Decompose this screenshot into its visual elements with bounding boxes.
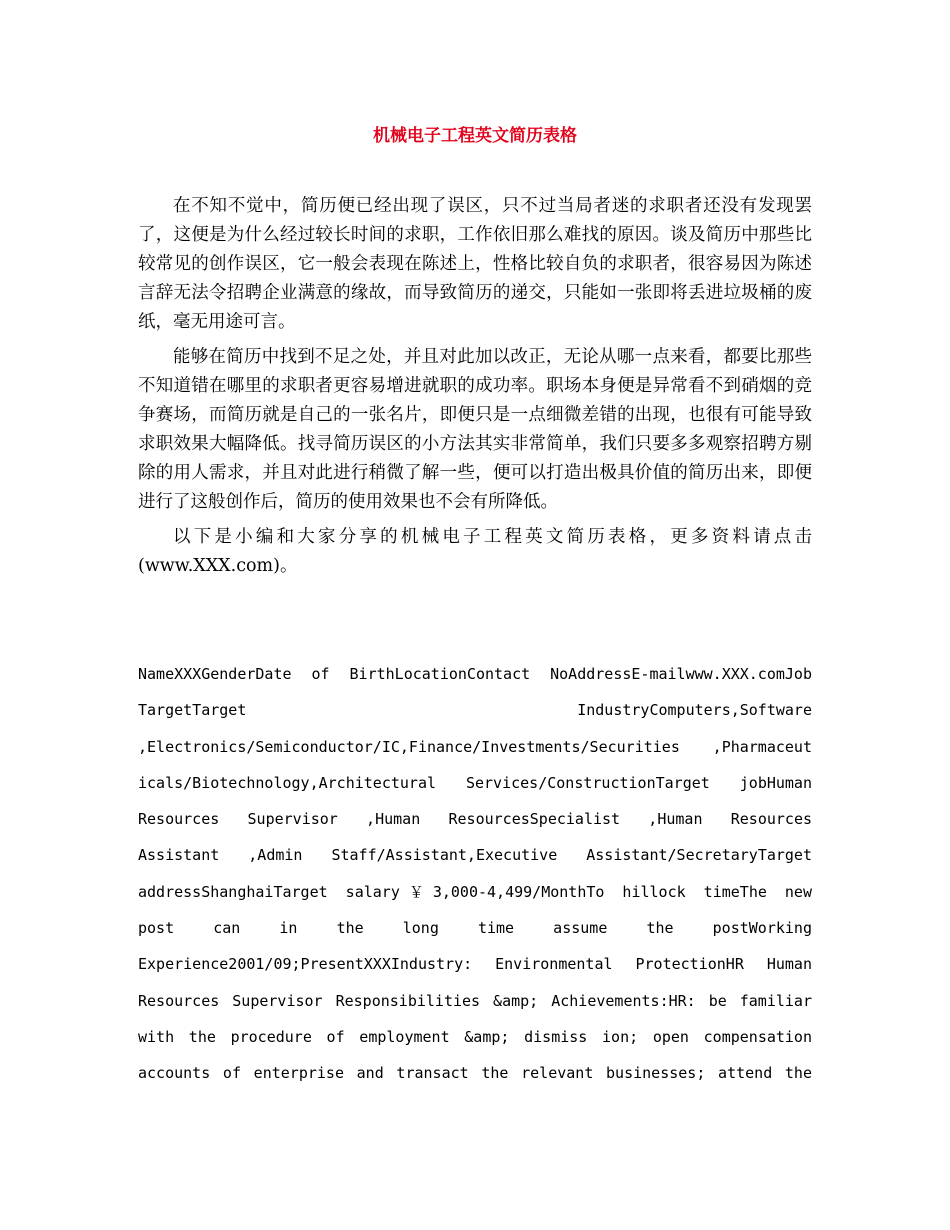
paragraph-3: 以下是小编和大家分享的机械电子工程英文简历表格，更多资料请点击(www.XXX.com)。	[138, 527, 812, 576]
resume-line: ,Electronics/Semiconductor/IC,Finance/Investments/Securities ,Pharmaceut	[138, 737, 812, 756]
paragraph-1: 在不知不觉中，简历便已经出现了误区，只不过当局者迷的求职者还没有发现罢了，这便是为什么经过较长时间的求职，工作依旧那么难找的原因。谈及简历中那些比较常见的创作误区，它一般会表现在陈述上，性格比较自负的求职者，很容易因为陈述言辞无法令招聘企业满意的缘故，而导致简历的递交，只能如一张即将丢进垃圾桶的废纸，毫无用途可言。	[138, 196, 812, 332]
document-title: 机械电子工程英文简历表格	[373, 126, 577, 146]
resume-line: Assistant ,Admin Staff/Assistant,Executive Assistant/SecretaryTarget	[138, 846, 812, 865]
resume-line: accounts of enterprise and transact the relevant businesses; attend the	[138, 1064, 812, 1083]
resume-line: Resources Supervisor ,Human ResourcesSpecialist ,Human Resources	[138, 810, 812, 829]
resume-line: Experience2001/09;PresentXXXIndustry: Environmental ProtectionHR Human	[138, 955, 812, 974]
resume-line: post can in the long time assume the postWorking	[138, 919, 812, 938]
resume-line: NameXXXGenderDate of BirthLocationContact NoAddressE-mailwww.XXX.comJob	[138, 665, 812, 683]
intro-text	[138, 192, 812, 585]
paragraph-2: 能够在简历中找到不足之处，并且对此加以改正，无论从哪一点来看，都要比那些不知道错在哪里的求职者更容易增进就职的成功率。职场本身便是异常看不到硝烟的竞争赛场，而简历就是自己的一张名片，即便只是一点细微差错的出现，也很有可能导致求职效果大幅降低。找寻简历误区的小方法其实非常简单，我们只要多多观察招聘方剔除的用人需求，并且对此进行稍微了解一些，便可以打造出极具价值的简历出来，即便进行了这般创作后，简历的使用效果也不会有所降低。	[138, 347, 812, 512]
resume-line: icals/Biotechnology,Architectural Services/ConstructionTarget jobHuman	[138, 773, 812, 792]
resume-line: addressShanghaiTarget salary￥3,000-4,499/MonthTo hillock timeThe new	[138, 882, 812, 901]
resume-line: Resources Supervisor Responsibilities &amp; Achievements:HR: be familiar	[138, 991, 812, 1010]
resume-table-text	[138, 656, 812, 1092]
resume-line: with the procedure of employment &amp; dismiss ion; open compensation	[138, 1027, 812, 1046]
resume-line: TargetTarget IndustryComputers,Software	[138, 701, 812, 720]
